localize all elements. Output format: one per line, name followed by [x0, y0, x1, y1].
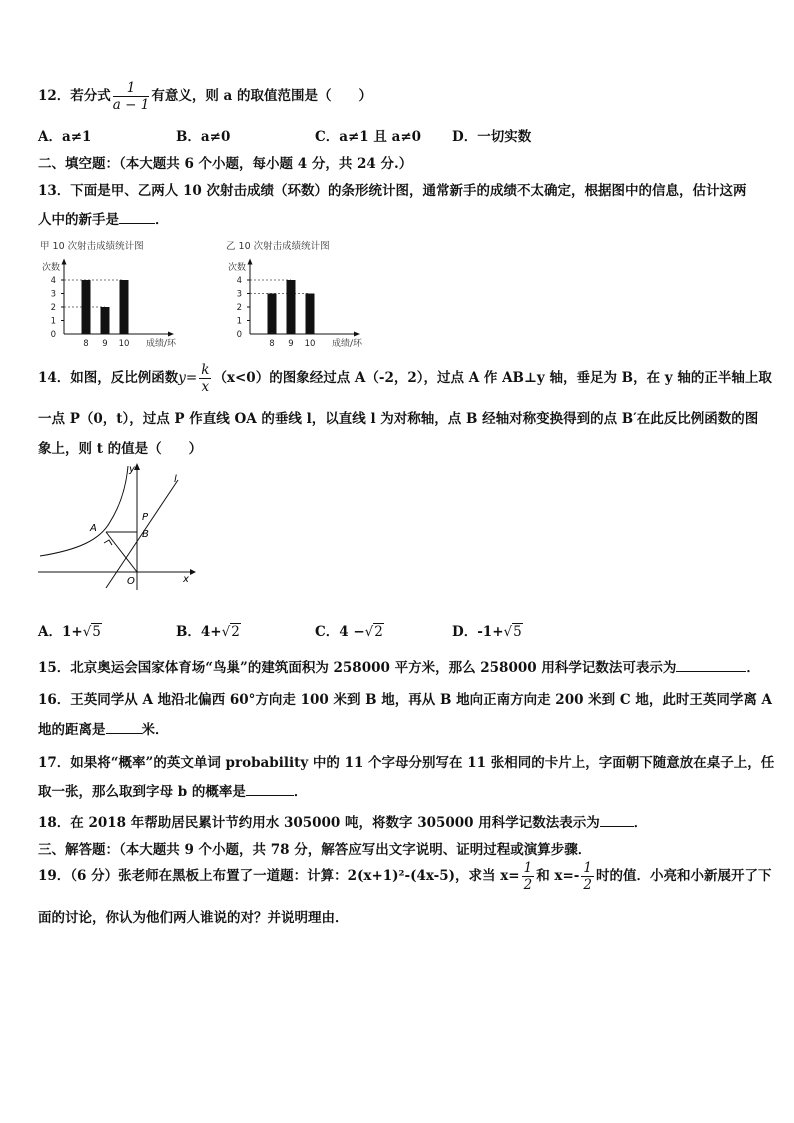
label-b: B [142, 529, 149, 540]
question-18 [38, 811, 647, 831]
sqrt-symbol: √2 [221, 624, 240, 640]
q16-end: 米． [141, 722, 169, 738]
y-tick-label: 2 [236, 303, 242, 313]
q12-fraction-denominator: a − 1 [112, 97, 150, 113]
label-x: x [183, 574, 189, 585]
q14-text-a: 14．如图，反比例函数 [38, 370, 179, 386]
x-tick-label: 9 [288, 339, 294, 349]
section-2-heading: 二、填空题：（本大题共 6 个小题，每小题 4 分，共 24 分.） [38, 156, 413, 172]
x-tick-label: 10 [304, 339, 316, 349]
q17-answer-blank [246, 783, 294, 796]
chart-title: 乙 10 次射击成绩统计图 [226, 241, 330, 252]
q14-option-b [176, 620, 241, 640]
question-12 [38, 80, 372, 113]
q12-fraction-numerator: 1 [113, 80, 150, 97]
q12-suffix: 有意义，则 a 的取值范围是（ ） [151, 88, 372, 104]
q14-geometry-figure [38, 460, 198, 590]
q13-text: 人中的新手是 [38, 212, 119, 228]
q14-text-b: （x<0）的图象经过点 A（-2，2），过点 A 作 AB⊥y 轴，垂足为 B，在 y 轴的正半轴上取 [213, 370, 772, 386]
y-axis-arrow [248, 259, 253, 265]
q18-text: 18．在 2018 年帮助居民累计节约用水 305000 吨，将数字 305000 用科学记数法表示为 [38, 815, 600, 831]
q14-option-c-radicand: 2 [374, 624, 383, 640]
question-19-line2: 面的讨论，你认为他们两人谁说的对？并说明理由． [38, 910, 349, 926]
x-tick-label: 9 [102, 339, 108, 349]
label-l: l [174, 474, 177, 485]
q14-option-a-radicand: 5 [92, 624, 101, 640]
y-axis-label: 次数 [42, 263, 61, 273]
q19-fraction-1 [522, 860, 535, 893]
q12-option-a: A．a≠1 [38, 129, 92, 145]
q14-option-a-text: A．1+ [38, 624, 83, 640]
q19-fraction-1-numerator: 1 [523, 860, 533, 876]
y-axis-arrow [62, 259, 67, 265]
bar-chart-jia [36, 236, 216, 352]
x-axis-arrow [354, 332, 360, 337]
label-a: A [90, 523, 97, 534]
y-tick-label: 4 [50, 276, 56, 286]
q15-end: ． [746, 660, 760, 676]
q15-answer-blank [676, 659, 746, 672]
bar-chart-yi [222, 236, 402, 352]
label-y: y [129, 464, 135, 475]
q12-option-d: D．一切实数 [452, 129, 532, 145]
bar [82, 280, 91, 334]
bar [287, 280, 296, 334]
q14-fraction [199, 362, 211, 395]
hyperbola-curve [40, 466, 128, 556]
bar [268, 294, 277, 335]
q13-end: ． [155, 212, 169, 228]
q14-func-y: y= [178, 370, 198, 386]
question-14-line3: 象上，则 t 的值是（ ） [38, 441, 203, 457]
y-tick-label: 1 [236, 316, 242, 327]
question-14-line2: 一点 P（0，t），过点 P 作直线 OA 的垂线 l，以直线 l 为对称轴，点 B 经轴对称变换得到的点 B′在此反比例函数的图 [38, 411, 759, 427]
question-14-line1 [38, 362, 772, 395]
q14-option-d [452, 620, 523, 640]
segment-oa [106, 532, 137, 572]
question-13-line1: 13．下面是甲、乙两人 10 次射击成绩（环数）的条形统计图，通常新手的成绩不太确定，根据图中的信息，估计这两 [38, 183, 747, 199]
q14-option-b-radicand: 2 [231, 624, 240, 640]
y-tick-label: 0 [50, 330, 56, 340]
x-axis-label: 成绩/环 [145, 339, 176, 349]
sqrt-symbol: √2 [364, 624, 383, 640]
q14-fraction-denominator: x [201, 379, 210, 395]
y-tick-label: 0 [236, 330, 242, 340]
q18-end: ． [633, 815, 648, 831]
bar [306, 294, 315, 335]
question-17-line2 [38, 780, 307, 800]
q14-option-c-text: C．4 − [315, 624, 365, 640]
label-o: O [127, 576, 135, 587]
section-3-heading: 三、解答题：（本大题共 9 个小题，共 78 分，解答应写出文字说明、证明过程或演算步骤． [38, 842, 592, 858]
q14-option-b-text: B．4+ [176, 624, 222, 640]
q14-option-d-text: D．-1+ [452, 624, 504, 640]
q17-text: 取一张，那么取到字母 b 的概率是 [38, 784, 246, 800]
q12-prefix: 12．若分式 [38, 88, 111, 104]
sqrt-symbol: √5 [503, 624, 522, 640]
q12-option-b: B．a≠0 [176, 129, 231, 145]
y-tick-label: 2 [50, 303, 56, 313]
q19-fraction-2-numerator: 1 [583, 860, 592, 876]
sqrt-symbol: √5 [82, 624, 101, 640]
q19-text-a: 19．（6 分）张老师在黑板上布置了一道题：计算：2(x+1)²-(4x-5)，求当 x= [38, 868, 520, 884]
q16-answer-blank [106, 721, 142, 734]
q13-answer-blank [119, 211, 155, 224]
q14-option-a [38, 620, 102, 640]
q16-text: 地的距离是 [38, 722, 106, 738]
y-axis-label: 次数 [228, 263, 247, 273]
label-p: P [142, 512, 149, 523]
y-tick-label: 4 [236, 276, 242, 286]
chart-title: 甲 10 次射击成绩统计图 [40, 241, 144, 252]
bar [120, 280, 129, 334]
q15-text: 15．北京奥运会国家体育场“鸟巢”的建筑面积为 258000 平方米，那么 258000 用科学记数法可表示为 [38, 660, 677, 676]
question-16-line1: 16．王英同学从 A 地沿北偏西 60°方向走 100 米到 B 地，再从 B 地向正南方向走 200 米到 C 地，此时王英同学离 A [38, 692, 772, 708]
q19-fraction-2 [581, 860, 594, 893]
q12-fraction [113, 80, 150, 113]
y-tick-label: 3 [236, 289, 242, 300]
x-tick-label: 10 [118, 339, 130, 349]
question-17-line1: 17．如果将“概率”的英文单词 probability 中的 11 个字母分别写在 11 张相同的卡片上，字面朝下随意放在桌子上，任 [38, 755, 775, 771]
question-13-line2 [38, 208, 169, 228]
q19-text-c: 时的值．小亮和小新展开了下 [595, 868, 772, 884]
q12-option-c: C．a≠1 且 a≠0 [315, 129, 422, 145]
q18-answer-blank [600, 814, 634, 827]
bar [101, 307, 110, 334]
question-19-line1 [38, 860, 771, 893]
q19-text-b: 和 x=- [536, 868, 580, 884]
q14-fraction-numerator: k [201, 362, 210, 378]
q19-fraction-2-denominator: 2 [583, 877, 592, 893]
x-axis-label: 成绩/环 [331, 339, 362, 349]
y-tick-label: 1 [50, 316, 56, 327]
x-axis-arrow [168, 332, 174, 337]
q17-end: ． [293, 784, 308, 800]
q14-option-c [315, 620, 384, 640]
x-tick-label: 8 [83, 339, 89, 349]
right-angle-mark [104, 540, 112, 545]
q14-option-d-radicand: 5 [513, 624, 522, 640]
x-axis-arrow [190, 569, 196, 575]
question-16-line2 [38, 718, 169, 738]
q19-fraction-1-denominator: 2 [523, 877, 533, 893]
x-tick-label: 8 [269, 339, 275, 349]
question-15 [38, 656, 760, 676]
y-tick-label: 3 [50, 289, 56, 300]
